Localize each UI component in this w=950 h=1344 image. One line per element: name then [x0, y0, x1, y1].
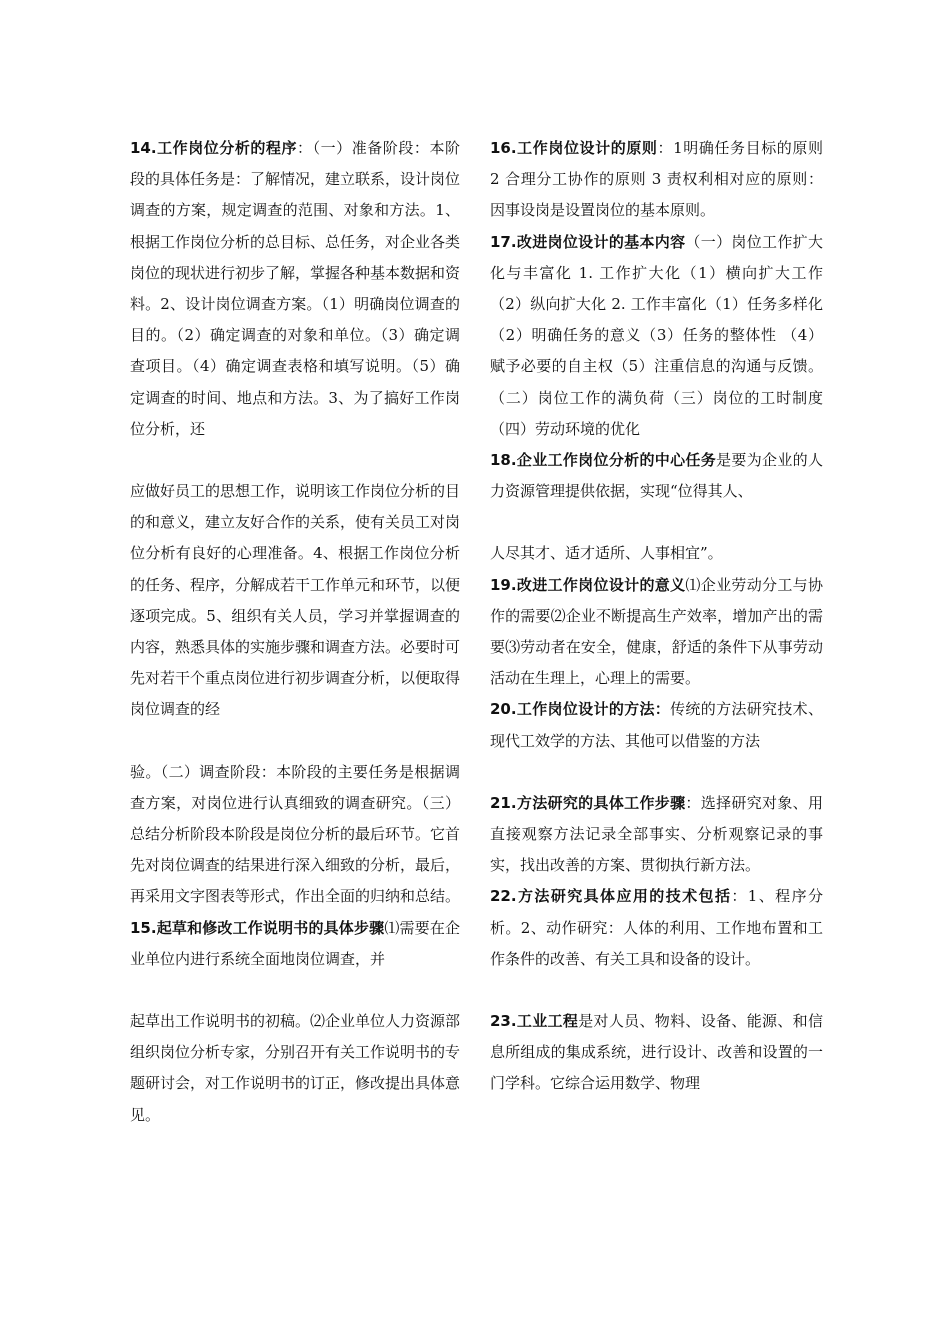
- body-23: 是对人员、物料、设备、能源、和信息所组成的集成系统，进行设计、改善和设置的一门学科。它综合运用数学、物理: [490, 1012, 823, 1093]
- paragraph-15-continued: 起草出工作说明书的初稿。⑵企业单位人力资源部组织岗位分析专家，分别召开有关工作说明书的专题研讨会，对工作说明书的订正，修改提出具体意见。: [130, 1012, 461, 1124]
- paragraph-16: [490, 133, 823, 227]
- heading-20: 20.工作岗位设计的方法：: [490, 700, 671, 719]
- paragraph-18-continued: 人尽其才、适才适所、人事相宜”。: [490, 544, 723, 563]
- body-17: （一）岗位工作扩大化与丰富化 1. 工作扩大化（1）横向扩大工作（2）纵向扩大化 2. 工作丰富化（1）任务多样化（2）明确任务的意义（3）任务的整体性 （4）赋予必要的自主权（5）注重信息的沟通与反馈。（二）岗位工作的满负荷（三）岗位的工时制度（四）劳动环境的优化: [490, 232, 823, 438]
- heading-22: 22.方法研究具体应用的技术包括: [490, 887, 732, 906]
- body-18: 是要为企业的人力资源管理提供依据，实现“位得其人、: [490, 451, 823, 501]
- paragraph-21: [490, 788, 823, 882]
- paragraph-15: [130, 913, 460, 975]
- paragraph-14-continued-1: 应做好员工的思想工作，说明该工作岗位分析的目的和意义，建立友好合作的关系，使有关员工对岗位分析有良好的心理准备。4、根据工作岗位分析的任务、程序，分解成若干工作单元和环节，以便逐项完成。5、组织有关人员，学习并掌握调查的内容，熟悉具体的实施步骤和调查方法。必要时可先对若干个重点岗位进行初步调查分析，以便取得岗位调查的经: [130, 482, 461, 719]
- right-column: [490, 133, 823, 1100]
- heading-21: 21.方法研究的具体工作步骤: [490, 793, 686, 812]
- heading-23: 23.工业工程: [490, 1012, 579, 1031]
- paragraph-14: [130, 133, 460, 445]
- body-16: ：1明确任务目标的原则 2 合理分工协作的原则 3 责权利相对应的原则：因事设岗是设置岗位的基本原则。: [490, 139, 823, 220]
- left-column: [130, 133, 460, 1131]
- heading-14: 14.工作岗位分析的程序: [130, 139, 298, 157]
- paragraph-20: [490, 694, 823, 756]
- paragraph-14-continued-2: 验。（二）调查阶段：本阶段的主要任务是根据调查方案，对岗位进行认真细致的调查研究。（三）总结分析阶段本阶段是岗位分析的最后环节。它首先对岗位调查的结果进行深入细致的分析，最后，再采用文字图表等形式，作出全面的归纳和总结。: [130, 762, 461, 906]
- paragraph-23: [490, 1006, 823, 1100]
- body-20: 传统的方法研究技术、现代工效学的方法、其他可以借鉴的方法: [490, 700, 823, 750]
- heading-19: 19.改进工作岗位设计的意义: [490, 575, 686, 594]
- body-14: ：（一）准备阶段：本阶段的具体任务是：了解情况，建立联系，设计岗位调查的方案，规定调查的范围、对象和方法。1、根据工作岗位分析的总目标、总任务，对企业各类岗位的现状进行初步了解，掌握各种基本数据和资料。2、设计岗位调查方案。（1）明确岗位调查的目的。（2）确定调查的对象和单位。（3）确定调查项目。（4）确定调查表格和填写说明。（5）确定调查的时间、地点和方法。3、为了搞好工作岗位分析，还: [130, 139, 461, 438]
- paragraph-19: [490, 570, 823, 695]
- heading-16: 16.工作岗位设计的原则: [490, 139, 658, 157]
- paragraph-17: [490, 227, 823, 445]
- heading-18: 18.企业工作岗位分析的中心任务: [490, 451, 717, 470]
- body-19: ⑴企业劳动分工与协作的需要⑵企业不断提高生产效率，增加产出的需要⑶劳动者在安全，健康，舒适的条件下从事劳动活动在生理上，心理上的需要。: [490, 575, 823, 688]
- body-21: ：选择研究对象、用直接观察方法记录全部事实、分析观察记录的事实，找出改善的方案、贯彻执行新方法。: [490, 793, 823, 875]
- heading-15: 15.起草和修改工作说明书的具体步骤: [130, 918, 385, 937]
- paragraph-18: [490, 445, 823, 507]
- paragraph-22: [490, 881, 823, 975]
- body-22: ：1、程序分析。2、动作研究：人体的利用、工作地布置和工作条件的改善、有关工具和设备的设计。: [490, 887, 824, 968]
- body-15: ⑴需要在企业单位内进行系统全面地岗位调查，并: [130, 918, 460, 968]
- heading-17: 17.改进岗位设计的基本内容: [490, 232, 686, 251]
